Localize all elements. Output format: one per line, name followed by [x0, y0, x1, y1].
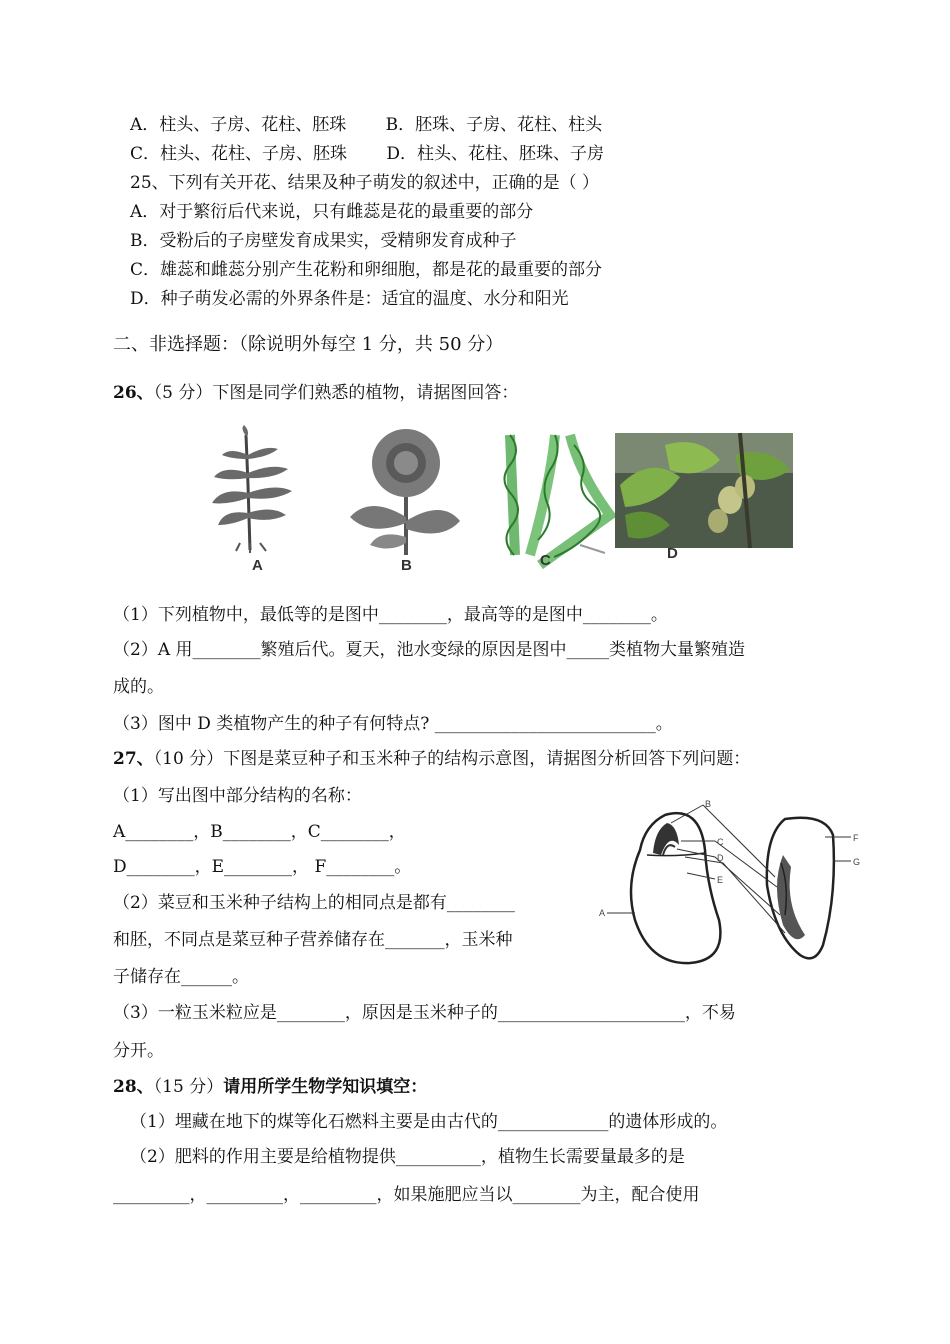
q28-part2-line2: _________，_________，_________，如果施肥应当以________为主，配合使用 [113, 1185, 700, 1205]
fig-label-a: A [252, 557, 263, 574]
q24-option-row1: A．柱头、子房、花柱、胚珠 B．胚珠、子房、花柱、柱头 [130, 115, 603, 135]
q26-part2-line1: （2）A 用________繁殖后代。夏天，池水变绿的原因是图中_____类植物大量繁殖造 [113, 640, 745, 660]
q28-number: 28、 [113, 1077, 154, 1097]
q25-option-c: C．雄蕊和雌蕊分别产生花粉和卵细胞，都是花的最重要的部分 [130, 260, 603, 280]
q27-blanks-abc: A________，B________，C________， [113, 822, 406, 842]
seed-label-b: B [705, 799, 712, 809]
q27-part1: （1）写出图中部分结构的名称： [113, 786, 362, 806]
seed-label-c: C [717, 837, 724, 847]
q26-stem: （5 分）下图是同学们熟悉的植物，请据图回答： [153, 383, 519, 403]
seed-label-f: F [853, 833, 859, 843]
q25-option-a: A．对于繁衍后代来说，只有雌蕊是花的最重要的部分 [130, 202, 534, 222]
q26-number: 26、 [113, 383, 154, 403]
q27-stem: （10 分）下图是菜豆种子和玉米种子的结构示意图，请据图分析回答下列问题： [153, 749, 751, 769]
fig-label-b: B [401, 557, 412, 574]
q27-part2-line2: 和胚，不同点是菜豆种子营养储存在_______，玉米种 [113, 930, 513, 950]
q27-part3-line1: （3）一粒玉米粒应是________，原因是玉米种子的______________________，不易 [113, 1003, 736, 1023]
spirogyra-image [504, 435, 610, 565]
q28-score: （15 分） [153, 1077, 224, 1097]
fig-label-d: D [667, 545, 678, 562]
q28-header [113, 1077, 427, 1097]
q28-stem: 请用所学生物学知识填空： [223, 1077, 428, 1097]
seed-label-e: E [717, 875, 724, 885]
seed-label-g: G [853, 857, 861, 867]
seed-label-a: A [599, 908, 606, 918]
q26-part2-line2: 成的。 [113, 677, 164, 697]
q25-stem: 25、下列有关开花、结果及种子萌发的叙述中，正确的是（ ） [130, 173, 600, 193]
q28-part1: （1）埋藏在地下的煤等化石燃料主要是由古代的_____________的遗体形成的。 [130, 1112, 728, 1132]
q26-header [113, 383, 518, 403]
seed-label-d: D [717, 853, 724, 863]
q24-option-row2: C．柱头、花柱、子房、胚珠 D．柱头、花柱、胚珠、子房 [130, 144, 605, 164]
q27-header [113, 749, 750, 769]
fig-label-c: C [540, 552, 551, 569]
q28-part2-line1: （2）肥料的作用主要是给植物提供__________，植物生长需要量最多的是 [130, 1147, 685, 1167]
sunflower-image [350, 429, 460, 555]
q26-part3: （3）图中 D 类植物产生的种子有何特点? __________________________。 [113, 714, 673, 734]
q27-part2-line3: 子储存在______。 [113, 967, 249, 987]
q27-part3-line2: 分开。 [113, 1041, 164, 1061]
q27-part2-line1: （2）菜豆和玉米种子结构上的相同点是都有________ [113, 893, 515, 913]
q25-option-d: D．种子萌发必需的外界条件是：适宜的温度、水分和阳光 [130, 289, 569, 309]
q25-option-b: B．受粉后的子房壁发育成果实，受精卵发育成种子 [130, 231, 517, 251]
q27-blanks-def: D________，E________， F________。 [113, 857, 412, 877]
seed-structure-figure [595, 795, 870, 970]
ginkgo-photo [615, 433, 793, 548]
fern-image [212, 425, 292, 553]
plants-figure [210, 425, 795, 575]
q27-number: 27、 [113, 749, 154, 769]
q26-part1: （1）下列植物中，最低等的是图中________，最高等的是图中________。 [113, 605, 668, 625]
section2-title: 二、非选择题：（除说明外每空 1 分，共 50 分） [113, 334, 504, 355]
